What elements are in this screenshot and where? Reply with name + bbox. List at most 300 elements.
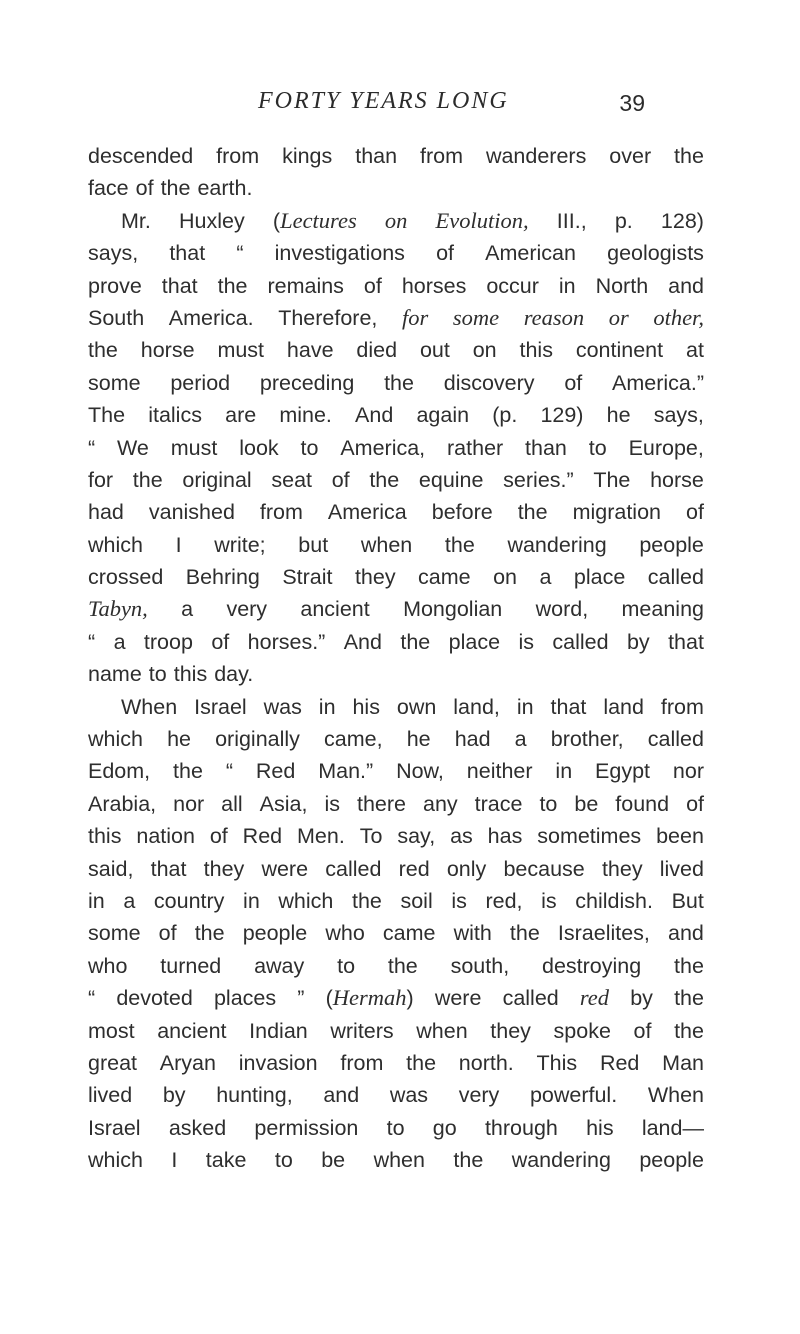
word: land [603,694,644,719]
word: very [458,1083,500,1108]
word: this [88,824,122,849]
word: writers [330,1018,394,1043]
text-line [88,982,704,1014]
word: that [161,273,198,298]
word: place [573,565,626,590]
word: lived [659,856,704,881]
word: the [217,273,248,298]
word: in [516,694,534,719]
word: preceding [259,370,355,395]
word: this [173,662,208,687]
word: places [213,986,277,1011]
word: wandering [511,1148,611,1173]
word: “ [88,435,96,460]
word: than [525,435,567,460]
word: North [595,273,649,298]
word: he [406,727,431,752]
word: (p. [492,403,518,428]
italic-word: reason [523,304,585,330]
word: has [487,824,523,849]
word: of [135,176,154,201]
word: nor [672,759,704,784]
word: in [243,888,260,913]
word: called [647,727,704,752]
word: at [685,338,704,363]
word: people [242,921,308,946]
word: name [88,662,142,687]
word: south, [450,953,510,978]
italic-word: Evolution, [435,207,529,233]
word: by [162,1083,186,1108]
word: This [536,1050,578,1075]
word: own [396,694,437,719]
word: destroying [542,953,642,978]
word: trace [474,791,523,816]
word: the [444,532,475,557]
word: in [555,759,573,784]
word: only [446,856,487,881]
word: from [420,144,464,168]
word: on [493,565,517,590]
word: and [323,1083,360,1108]
word: American [485,241,576,266]
word: the [400,629,431,654]
word: Now, [396,759,444,784]
text-line [88,593,704,625]
word: and [668,273,704,298]
word: Red [255,759,296,784]
word: have [286,338,334,363]
word: Huxley [179,208,245,233]
word: they [490,1018,531,1043]
word: again [416,403,470,428]
word: from [660,694,704,719]
word: they [354,565,396,590]
word: before [431,500,493,525]
text-line [88,302,704,334]
word: Red [242,824,283,849]
word: by [630,986,653,1011]
word: the [369,467,400,492]
word: horses.” [247,629,326,654]
word: called [647,565,704,590]
word: ) [406,986,414,1011]
word: Asia, [259,791,308,816]
word: very [226,597,268,622]
word: the [173,759,203,784]
word: crossed [88,565,164,590]
word: his [586,1115,614,1140]
page-header [200,88,645,124]
word: America [327,500,407,525]
word: some [88,921,141,946]
word: because [503,856,585,881]
running-title: FORTY YEARS LONG [258,88,509,114]
word: which [278,888,334,913]
word: Strait [282,565,333,590]
word: ( [325,986,333,1011]
text-line [88,140,704,172]
word: red [398,856,430,881]
word: the [674,144,704,168]
word: he [167,727,191,752]
word: with [453,921,492,946]
word: the [674,986,704,1011]
word: red, [485,888,523,913]
word: are [225,403,257,428]
word: 129) [540,403,584,428]
word: must [217,338,265,363]
word: there [356,791,406,816]
word: from [340,1050,384,1075]
word: through [484,1115,558,1140]
word: than [355,144,398,168]
word: which [88,532,143,557]
word: away [254,953,305,978]
word: devoted [116,986,193,1011]
word: Europe, [628,435,704,460]
italic-word: Lectures [280,207,357,233]
word: wandering [507,532,607,557]
word: a [539,565,552,590]
word: originally [215,727,300,752]
word: says, [653,403,704,428]
word: be [574,791,599,816]
word: And [343,629,382,654]
word: this [519,338,553,363]
word: to [148,662,167,687]
text-line [88,270,704,302]
word: When [121,694,178,719]
word: land— [641,1115,704,1140]
word: is [451,888,467,913]
word: wanderers [485,144,587,168]
word: Arabia, [88,791,157,816]
word: continent [575,338,664,363]
word: that [668,629,704,654]
word: died [356,338,398,363]
word: We [117,435,149,460]
word: people [639,532,704,557]
word: spoke [553,1018,611,1043]
text-line [88,1015,704,1047]
word: called [552,629,609,654]
word: is [541,888,557,913]
text-line [88,885,704,917]
word: Israelites, [557,921,650,946]
italic-word: red [579,985,610,1011]
italic-word: other, [653,304,704,330]
word: the [517,500,548,525]
word: from [259,500,303,525]
text-line [88,1047,704,1079]
word: Aryan [159,1050,216,1075]
word: all [221,791,243,816]
word: the [509,921,540,946]
word: nor [173,791,205,816]
word: been [656,824,704,849]
word: Man.” [318,759,374,784]
word: of [633,1018,652,1043]
word: were [261,856,309,881]
word: that [150,856,187,881]
word: When [647,1083,704,1108]
word: lived [88,1083,133,1108]
word: Israel [194,694,247,719]
text-line [88,1112,704,1144]
italic-word: on [384,207,408,233]
word: italics [148,403,202,428]
word: people [639,1148,704,1173]
word: take [205,1148,247,1173]
word: ancient [157,1018,227,1043]
word: but [298,532,329,557]
word: asked [168,1115,227,1140]
word: the [674,1018,704,1043]
text-line [88,237,704,269]
text-line [88,464,704,496]
word: word, [535,597,589,622]
word: found [615,791,670,816]
word: some [88,370,141,395]
word: day. [214,662,254,687]
word: But [671,888,704,913]
word: soil [400,888,433,913]
word: to [337,953,356,978]
word: of [331,467,350,492]
italic-word: Tabyn, [88,596,148,622]
word: of [158,921,177,946]
word: for [88,467,114,492]
text-line [88,1144,704,1176]
word: had [454,727,491,752]
word: vanished [148,500,235,525]
italic-word: some [452,304,500,330]
word: nation [136,824,195,849]
word: invasion [238,1050,318,1075]
word: of [564,370,583,395]
text-line [88,820,704,852]
word: and [668,921,704,946]
word: seat [271,467,313,492]
word: the [351,888,382,913]
word: Man [662,1050,704,1075]
word: came [382,921,436,946]
word: Israel [88,1115,141,1140]
text-line [88,334,704,366]
word: be [321,1148,346,1173]
word: childish. [575,888,653,913]
word: investigations [274,241,405,266]
word: South [88,305,145,330]
text-line [88,399,704,431]
word: north. [458,1050,514,1075]
page-number: 39 [619,90,645,116]
word: the [387,953,418,978]
word: ancient [300,597,370,622]
word: “ [236,241,244,266]
word: to [539,791,558,816]
word: “ [225,759,233,784]
word: that [550,694,587,719]
word: who [325,921,365,946]
word: the [674,953,704,978]
word: I [175,532,182,557]
word: III., [556,208,587,233]
italic-word: Hermah [332,985,407,1011]
word: when [360,532,413,557]
word: a [123,888,136,913]
word: is [324,791,340,816]
text-line [88,626,704,658]
word: Behring [185,565,260,590]
word: to [274,1148,293,1173]
word: the [132,467,163,492]
text-line [88,1079,704,1111]
word: America, [340,435,426,460]
word: America.” [612,370,704,395]
text-line [88,950,704,982]
text-line [88,691,704,723]
word: turned [160,953,222,978]
word: the [88,338,118,363]
word: of [686,500,704,525]
text-line [88,658,704,690]
word: horse [650,467,704,492]
word: brother, [550,727,624,752]
word: great [88,1050,138,1075]
word: troop [143,629,193,654]
word: mine. [279,403,332,428]
word: ( [272,208,281,233]
word: of [209,824,228,849]
word: the [453,1148,484,1173]
word: say, [397,824,436,849]
word: the [194,921,225,946]
word: of [436,241,455,266]
word: face [88,176,129,201]
text-line [88,529,704,561]
word: which [88,1148,143,1173]
word: in [318,694,336,719]
word: any [422,791,458,816]
word: over [609,144,652,168]
word: hunting, [216,1083,293,1108]
word: on [472,338,497,363]
word: the [384,370,414,395]
word: said, [88,856,134,881]
word: land, [453,694,500,719]
word: permission [254,1115,359,1140]
word: most [88,1018,135,1043]
word: country [153,888,225,913]
word: equine [418,467,484,492]
word: “ [88,986,96,1011]
text-line [88,755,704,787]
word: called [325,856,382,881]
word: who [88,953,128,978]
word: discovery [443,370,535,395]
word: his [352,694,380,719]
word: in [558,273,576,298]
text-line [88,917,704,949]
word: a [514,727,527,752]
word: Mongolian [403,597,503,622]
word: look [239,435,279,460]
text-line [88,788,704,820]
text-line [88,432,704,464]
word: Therefore, [278,305,378,330]
text-line [88,853,704,885]
word: to [386,1115,405,1140]
word: called [502,986,559,1011]
text-line [88,496,704,528]
word: from [216,144,260,168]
word: must [170,435,218,460]
word: earth. [197,176,253,201]
word: was [389,1083,429,1108]
word: of [363,273,382,298]
word: a [113,629,126,654]
word: neither [466,759,533,784]
word: The [88,403,126,428]
word: by [626,629,650,654]
word: America. [168,305,254,330]
word: in [88,888,105,913]
text-line [88,172,704,204]
word: Men. [297,824,345,849]
word: migration [572,500,662,525]
word: Mr. [121,208,151,233]
word: go [432,1115,457,1140]
word: of [211,629,230,654]
text-line [88,205,704,237]
word: had [88,500,124,525]
word: to [588,435,607,460]
word: Indian [249,1018,308,1043]
word: the [406,1050,437,1075]
word: sometimes [537,824,642,849]
word: the [160,176,191,201]
word: to [300,435,319,460]
word: Red [599,1050,640,1075]
word: powerful. [529,1083,618,1108]
word: he [606,403,631,428]
word: when [416,1018,468,1043]
word: of [686,791,704,816]
word: kings [282,144,333,168]
word: that [169,241,206,266]
word: as [450,824,473,849]
body-text [88,140,704,1177]
word: I [171,1148,178,1173]
word: was [263,694,302,719]
word: horse [140,338,195,363]
word: write; [214,532,266,557]
word: Edom, [88,759,151,784]
text-line [88,367,704,399]
word: And [355,403,394,428]
text-line [88,723,704,755]
word: were [434,986,482,1011]
word: Egypt [595,759,651,784]
italic-word: for [401,304,429,330]
word-group [326,982,414,1014]
word: came, [324,727,383,752]
word: which [88,727,143,752]
text-line [88,561,704,593]
word: is [518,629,534,654]
